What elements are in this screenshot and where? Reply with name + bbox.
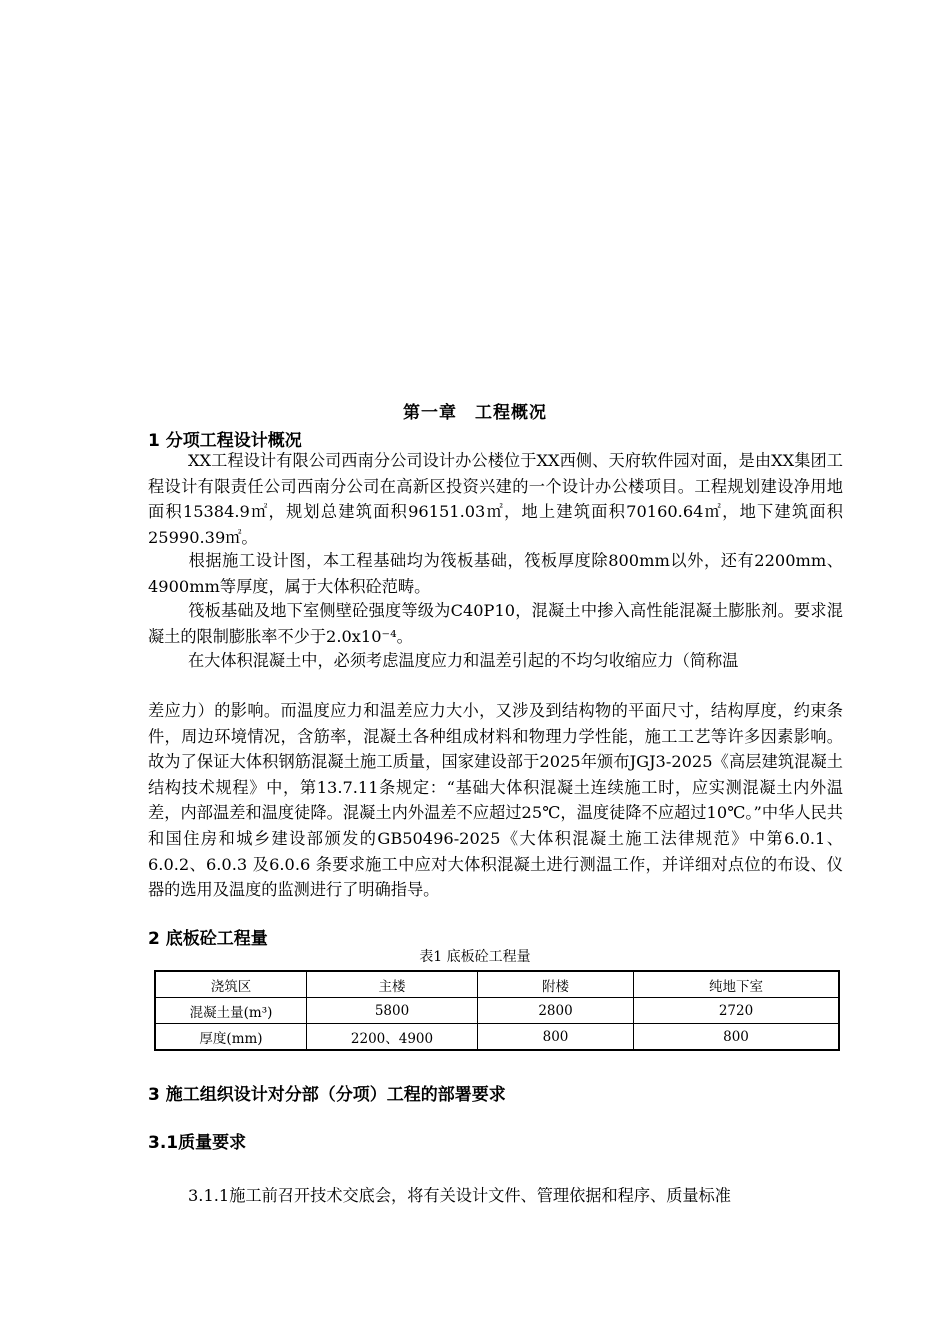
table-cell: 厚度(mm)	[155, 1024, 307, 1051]
table-cell: 混凝土量(m³)	[155, 998, 307, 1024]
section-1-title: 1 分项工程设计概况	[148, 431, 302, 451]
section-3-title: 3 施工组织设计对分部（分项）工程的部署要求	[148, 1085, 506, 1105]
concrete-quantity-table	[154, 970, 840, 1051]
paragraph-4-text: 在大体积混凝土中，必须考虑温度应力和温差引起的不均匀收缩应力（简称温	[188, 651, 739, 670]
paragraph-3	[148, 598, 843, 649]
paragraph-3-text: 筏板基础及地下室侧壁砼强度等级为C40P10，混凝土中掺入高性能混凝土膨胀剂。要求混凝土的限制膨胀率不少于2.0x10⁻⁴。	[148, 601, 843, 646]
paragraph-1-text: XX工程设计有限公司西南分公司设计办公楼位于XX西侧、天府软件园对面，是由XX集团工程设计有限责任公司西南分公司在高新区投资兴建的一个设计办公楼项目。工程规划建设净用地面积15384.9㎡，规划总建筑面积96151.03㎡，地上建筑面积70160.64㎡，地下建筑面积25990.39㎡。	[148, 451, 843, 547]
table-header-cell: 主楼	[307, 971, 478, 998]
paragraph-2	[148, 548, 843, 599]
table-cell: 2720	[634, 998, 840, 1024]
table-header-cell: 附楼	[478, 971, 634, 998]
table-cell: 2200、4900	[307, 1024, 478, 1051]
table-caption: 表1 底板砼工程量	[419, 949, 531, 965]
paragraph-5: 差应力）的影响。而温度应力和温差应力大小，又涉及到结构物的平面尺寸，结构厚度，约束条件，周边环境情况，含筋率，混凝土各种组成材料和物理力学性能，施工工艺等许多因素影响。故为了保证大体积钢筋混凝土施工质量，国家建设部于2025年颁布JGJ3-2025《高层建筑混凝土结构技术规程》中，第13.7.11条规定：“基础大体积混凝土连续施工时，应实测混凝土内外温差，内部温差和温度徒降。混凝土内外温差不应超过25℃，温度徒降不应超过10℃。”中华人民共和国住房和城乡建设部颁发的GB50496-2025《大体积混凝土施工法律规范》中第6.0.1、6.0.2、6.0.3 及6.0.6 条要求施工中应对大体积混凝土进行测温工作，并详细对点位的布设、仪器的选用及温度的监测进行了明确指导。	[148, 701, 843, 900]
table-row	[155, 998, 839, 1024]
table-header-row	[155, 971, 839, 998]
table-header-cell: 纯地下室	[634, 971, 840, 998]
section-3-1-title: 3.1质量要求	[148, 1133, 247, 1153]
paragraph-3-1-1-text: 3.1.1施工前召开技术交底会，将有关设计文件、管理依据和程序、质量标准	[188, 1186, 731, 1205]
table-header-cell: 浇筑区	[155, 971, 307, 998]
section-2-title: 2 底板砼工程量	[148, 929, 268, 949]
paragraph-4	[148, 648, 843, 674]
table-cell: 5800	[307, 998, 478, 1024]
chapter-title: 第一章 工程概况	[403, 403, 547, 423]
paragraph-3-1-1	[148, 1183, 843, 1209]
table-cell: 2800	[478, 998, 634, 1024]
paragraph-2-text: 根据施工设计图，本工程基础均为筏板基础，筏板厚度除800mm以外，还有2200mm、4900mm等厚度，属于大体积砼范畴。	[148, 551, 843, 596]
table-cell: 800	[634, 1024, 840, 1051]
table-cell: 800	[478, 1024, 634, 1051]
paragraph-1	[148, 448, 843, 550]
table-row	[155, 1024, 839, 1051]
